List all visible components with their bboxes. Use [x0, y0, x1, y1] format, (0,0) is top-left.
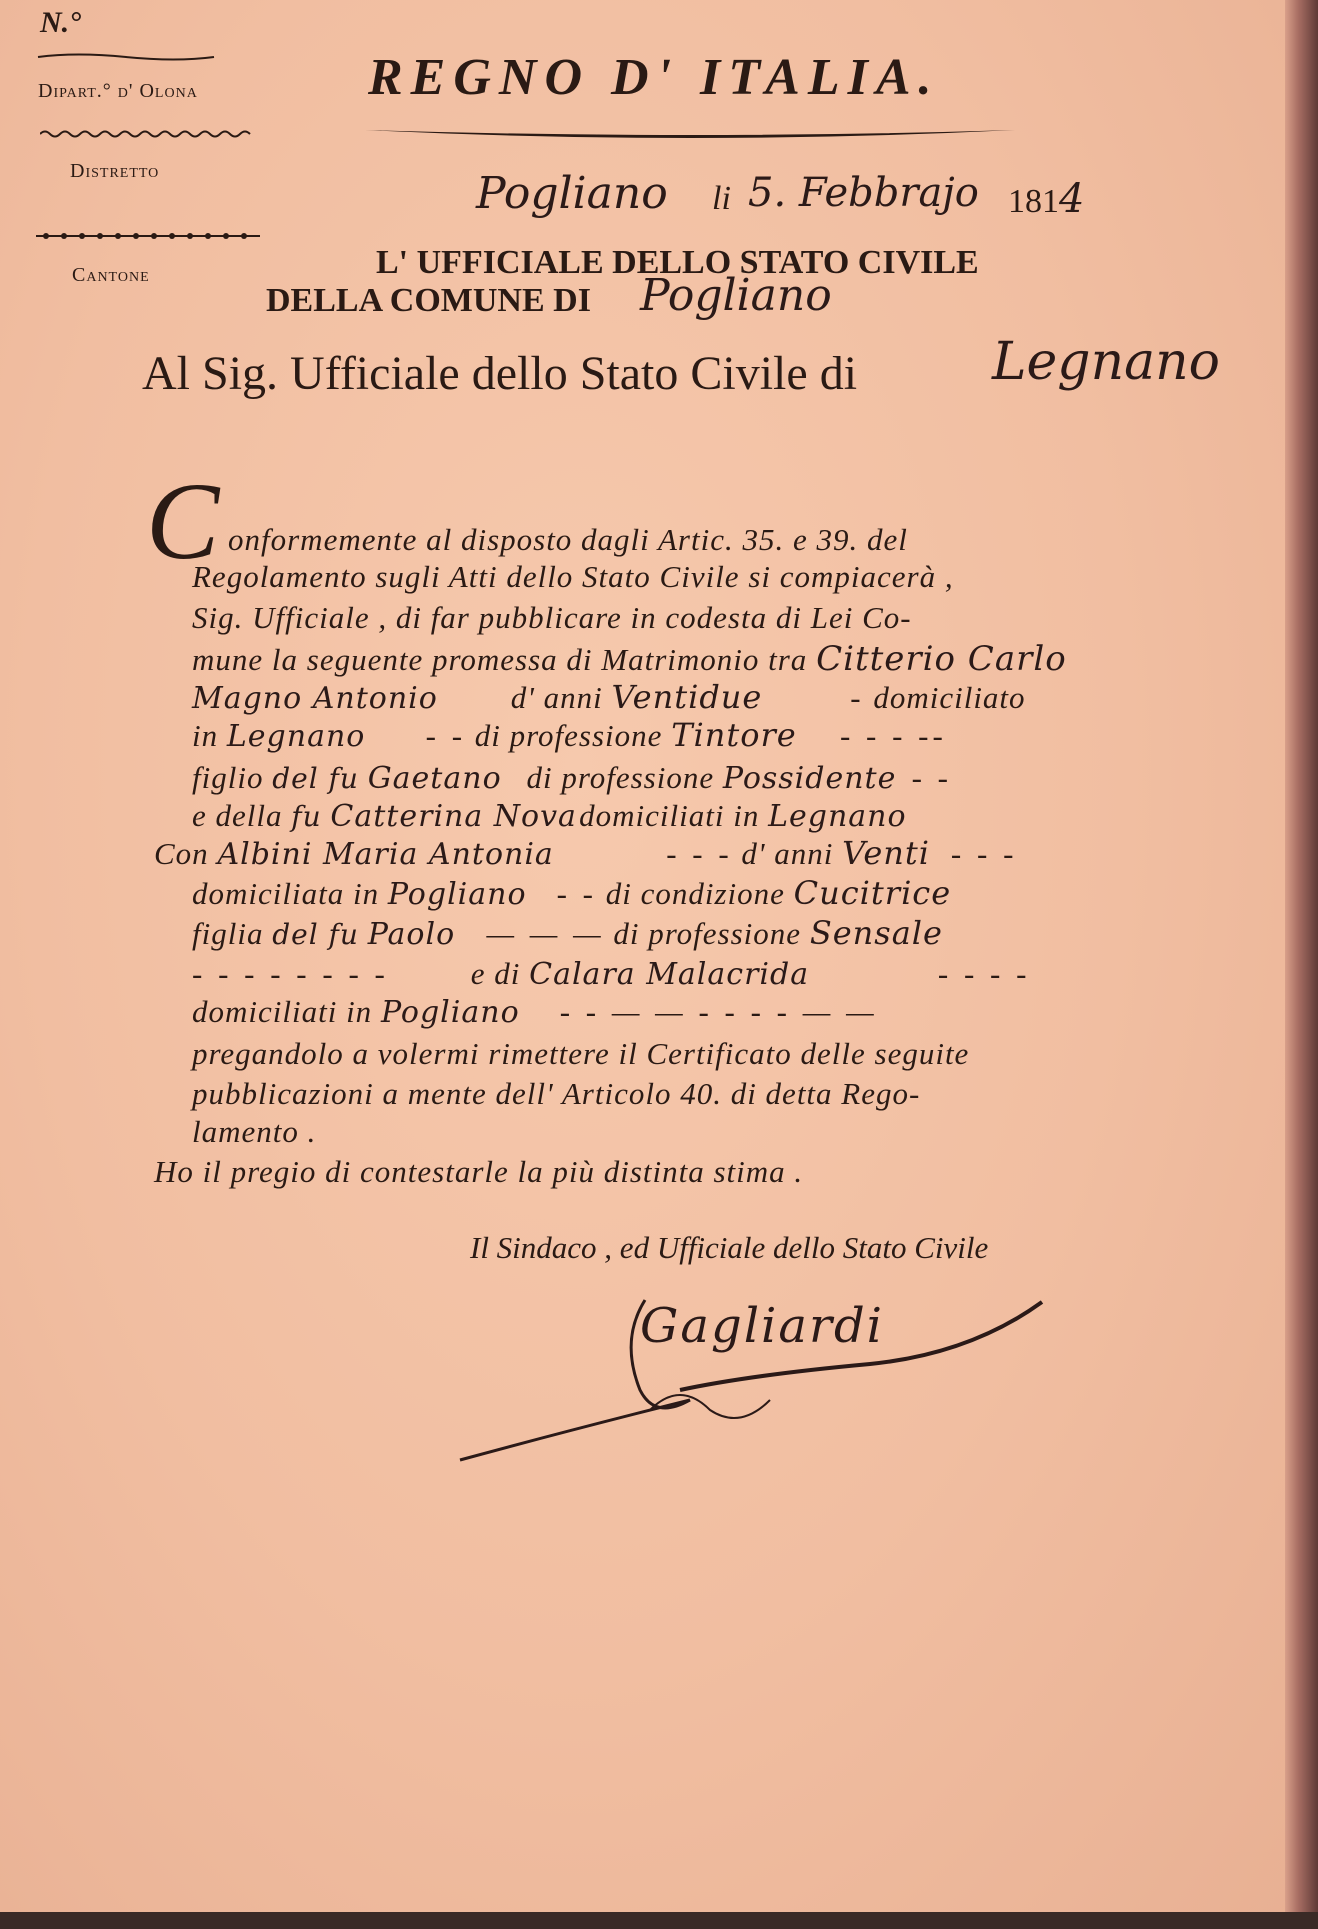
fu-label: fu: [291, 800, 322, 833]
number-label: N.°: [40, 6, 82, 39]
groom-father-job: Possidente: [722, 761, 897, 796]
di-professione-label: di professione: [474, 718, 663, 753]
body-line-7: [192, 758, 952, 798]
di-professione-label: di professione: [526, 760, 715, 795]
filler-dash: — — —: [486, 916, 605, 951]
groom-job: Tintore: [671, 716, 797, 754]
date-year: [1008, 176, 1084, 222]
body-line-5: [192, 678, 1026, 718]
title-flourish: [360, 118, 1020, 148]
groom-name-a: Citterio Carlo: [816, 639, 1067, 679]
bride-name: Albini Maria Antonia: [217, 837, 554, 872]
body-line-15: pubblicazioni a mente dell' Articolo 40. di detta Rego-: [192, 1076, 921, 1111]
body-line-6: [192, 716, 947, 756]
domiciliati-in-label: domiciliati in: [579, 798, 760, 833]
district-label: Distretto: [70, 160, 160, 182]
del-fu: del fu: [272, 918, 359, 951]
di-professione-label: di professione: [613, 916, 802, 951]
figlio-label: figlio: [192, 760, 264, 795]
ornament-divider: [36, 230, 260, 242]
domiciliata-in-label: domiciliata in: [192, 876, 380, 911]
signature-name: Gagliardi: [640, 1298, 885, 1354]
bride-age: Venti: [842, 834, 930, 872]
addressee-place: Legnano: [992, 332, 1220, 392]
figlia-label: figlia: [192, 916, 264, 951]
filler-dash: - -: [425, 718, 467, 753]
bride-parents-place: Pogliano: [380, 995, 520, 1030]
line4-printed: mune la seguente promessa di Matrimonio tra: [192, 642, 808, 677]
in-label: in: [192, 718, 219, 753]
officer-comune: Pogliano: [640, 270, 832, 321]
filler-dash: - - -: [666, 836, 733, 871]
del-fu: del fu: [272, 762, 359, 795]
department-label: Dipart.° d' Olona: [38, 80, 198, 102]
year-printed: 181: [1008, 183, 1059, 220]
domiciliato-label: domiciliato: [873, 680, 1026, 715]
signature-flourish: [450, 1280, 1050, 1470]
anni-label: d' anni: [741, 836, 834, 871]
closing-line: Ho il pregio di contestarle la più distinta stima .: [154, 1154, 804, 1189]
drop-cap: C: [146, 460, 220, 582]
e-della-label: e della: [192, 798, 283, 833]
groom-place: Legnano: [226, 719, 366, 754]
filler-dash: - -: [556, 876, 597, 911]
kingdom-title: REGNO D' ITALIA.: [368, 49, 940, 106]
body-line-12: [192, 954, 1030, 994]
bride-mother: Calara Malacrida: [529, 957, 810, 992]
di-condizione-label: di condizione: [605, 876, 785, 911]
groom-age: Ventidue: [611, 678, 763, 716]
bride-condition: Cucitrice: [793, 874, 952, 912]
date-place: Pogliano: [476, 168, 668, 219]
body-line-2: Regolamento sugli Atti dello Stato Civile si compiacerà ,: [192, 559, 954, 594]
filler-dash: - -: [911, 760, 953, 795]
body-line-11: [192, 914, 943, 954]
bride-father-job: Sensale: [809, 914, 943, 952]
body-line-3: Sig. Ufficiale , di far pubblicare in codesta di Lei Co-: [192, 600, 912, 635]
filler-dash: - - -: [950, 836, 1018, 871]
body-line-8: [192, 796, 907, 836]
anni-label: d' anni: [510, 680, 603, 715]
filler-dash: - - - - - - - -: [192, 956, 389, 991]
bride-father: Paolo: [367, 917, 456, 952]
filler-dash: - - — — - - - - — —: [559, 994, 878, 1029]
body-line-10: [192, 874, 951, 914]
filler-dash: - - - --: [839, 718, 947, 753]
bottom-border: [0, 1912, 1318, 1929]
filler-dash: - - - -: [937, 956, 1031, 991]
addressee-label: Al Sig. Ufficiale dello Stato Civile di: [142, 347, 858, 400]
body-line-4: [192, 640, 1067, 679]
signature-title: Il Sindaco , ed Ufficiale dello Stato Civile: [470, 1230, 989, 1265]
con-label: Con: [154, 836, 209, 871]
body-line-16: lamento .: [192, 1114, 317, 1149]
groom-mother: Catterina Nova: [330, 799, 577, 834]
year-handwritten: 4: [1059, 176, 1085, 222]
groom-name-b: Magno Antonio: [192, 681, 438, 716]
date-li: li: [712, 180, 731, 217]
body-line-9: [154, 834, 1017, 874]
body-line-14: pregandolo a volermi rimettere il Certificato delle seguite: [192, 1036, 970, 1071]
officer-line-1: L' UFFICIALE DELLO STATO CIVILE: [376, 244, 979, 281]
e-di-label: e di: [470, 956, 521, 991]
page-edge: [1285, 0, 1318, 1929]
groom-father: Gaetano: [367, 761, 502, 796]
domiciliati-in-label: domiciliati in: [192, 994, 373, 1029]
groom-parents-place: Legnano: [768, 799, 907, 834]
body-line-13: [192, 992, 878, 1032]
filler-dash: -: [850, 680, 865, 715]
wavy-divider: [40, 128, 260, 140]
number-underline: [36, 50, 216, 64]
body-line-1: onformemente al disposto dagli Artic. 35. e 39. del: [228, 522, 908, 557]
date-day-month: 5. Febbrajo: [748, 170, 979, 216]
bride-place: Pogliano: [387, 877, 527, 912]
officer-line-2: DELLA COMUNE DI: [266, 282, 591, 319]
canton-label: Cantone: [72, 264, 150, 286]
